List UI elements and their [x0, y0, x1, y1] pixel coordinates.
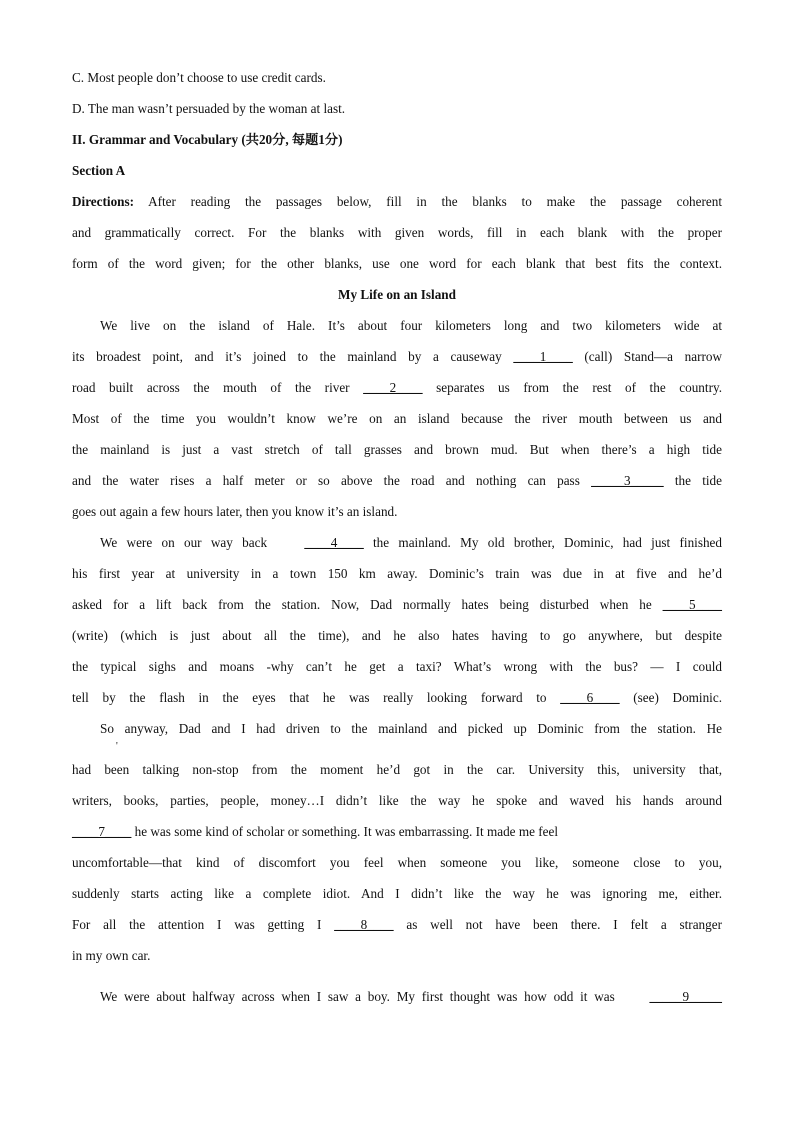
passage-line: and the water rises a half meter or so above the road and nothing can pass _____3_____ the tide	[72, 465, 722, 496]
passage-line: Most of the time you wouldn’t know we’re on an island because the river mouth between us and	[72, 411, 722, 426]
passage-line: in my own car.	[72, 948, 151, 963]
passage-line: its broadest point, and it’s joined to the mainland by a causeway ____1____ (call) Stand—a narrow	[72, 341, 722, 372]
directions-line-3: form of the word given; for the other blanks, use one word for each blank that best fits the context.	[72, 256, 722, 271]
passage-line: uncomfortable—that kind of discomfort you feel when someone you like, someone close to you,	[72, 855, 722, 870]
passage-line: ____7____ he was some kind of scholar or something. It was embarrassing. It made me feel	[72, 816, 722, 847]
blank-4[interactable]: ____4____	[304, 535, 364, 550]
passage-line: (write) (which is just about all the time), and he also hates having to go anywhere, but despite	[72, 628, 722, 643]
passage-line: his first year at university in a town 150 km away. Dominic’s train was due in at five and he’d	[72, 566, 722, 581]
section-part: Section A	[72, 163, 126, 178]
passage-line: We were on our way back ____4____ the mainland. My old brother, Dominic, had just finished	[72, 527, 722, 558]
passage-line: the typical sighs and moans -why can’t he get a taxi? What’s wrong with the bus? — I could	[72, 659, 722, 674]
directions-label: Directions:	[72, 194, 135, 209]
passage-title: My Life on an Island	[338, 287, 456, 302]
passage-line: asked for a lift back from the station. Now, Dad normally hates being disturbed when he ____5____	[72, 589, 722, 620]
stray-mark: '	[116, 741, 118, 752]
passage-line: the mainland is just a vast stretch of tall grasses and brown mud. But when there’s a high tide	[72, 442, 722, 457]
passage-line: We were about halfway across when I saw a boy. My first thought was how odd it was _____9_____	[72, 981, 722, 1012]
blank-7[interactable]: ____7____	[72, 824, 132, 839]
document-page	[72, 62, 722, 1012]
blank-5[interactable]: ____5____	[662, 597, 722, 612]
option-d: D. The man wasn’t persuaded by the woman at last.	[72, 101, 346, 116]
blank-2[interactable]: ____2____	[363, 380, 423, 395]
passage-line: road built across the mouth of the river ____2____ separates us from the rest of the country.	[72, 372, 722, 403]
blank-6[interactable]: ____6____	[560, 690, 620, 705]
passage-line: goes out again a few hours later, then you know it’s an island.	[72, 504, 398, 519]
passage-line: For all the attention I was getting I ____8____ as well not have been there. I felt a stranger	[72, 909, 722, 940]
blank-1[interactable]: ____1____	[513, 349, 573, 364]
passage-line: had been talking non-stop from the moment he’d got in the car. University this, university that,	[72, 762, 722, 777]
passage-line: suddenly starts acting like a complete idiot. And I didn’t like the way he was ignoring me, either.	[72, 886, 722, 901]
blank-8[interactable]: ____8____	[334, 917, 394, 932]
directions-line-1: Directions: After reading the passages below, fill in the blanks to make the passage coherent	[72, 194, 722, 209]
blank-3[interactable]: _____3_____	[591, 473, 664, 488]
section-heading: II. Grammar and Vocabulary (共20分, 每题1分)	[72, 132, 343, 147]
passage-line: So anyway, Dad and I had driven to the mainland and picked up Dominic from the station. He	[100, 721, 722, 736]
passage-line: writers, books, parties, people, money…I didn’t like the way he spoke and waved his hands around	[72, 793, 722, 808]
option-c: C. Most people don’t choose to use credit cards.	[72, 70, 326, 85]
directions-line-2: and grammatically correct. For the blanks with given words, fill in each blank with the proper	[72, 225, 722, 240]
passage-line: tell by the flash in the eyes that he was really looking forward to ____6____ (see) Dominic.	[72, 682, 722, 713]
blank-9[interactable]: _____9_____	[649, 989, 722, 1004]
passage-line: We live on the island of Hale. It’s about four kilometers long and two kilometers wide at	[100, 318, 722, 333]
